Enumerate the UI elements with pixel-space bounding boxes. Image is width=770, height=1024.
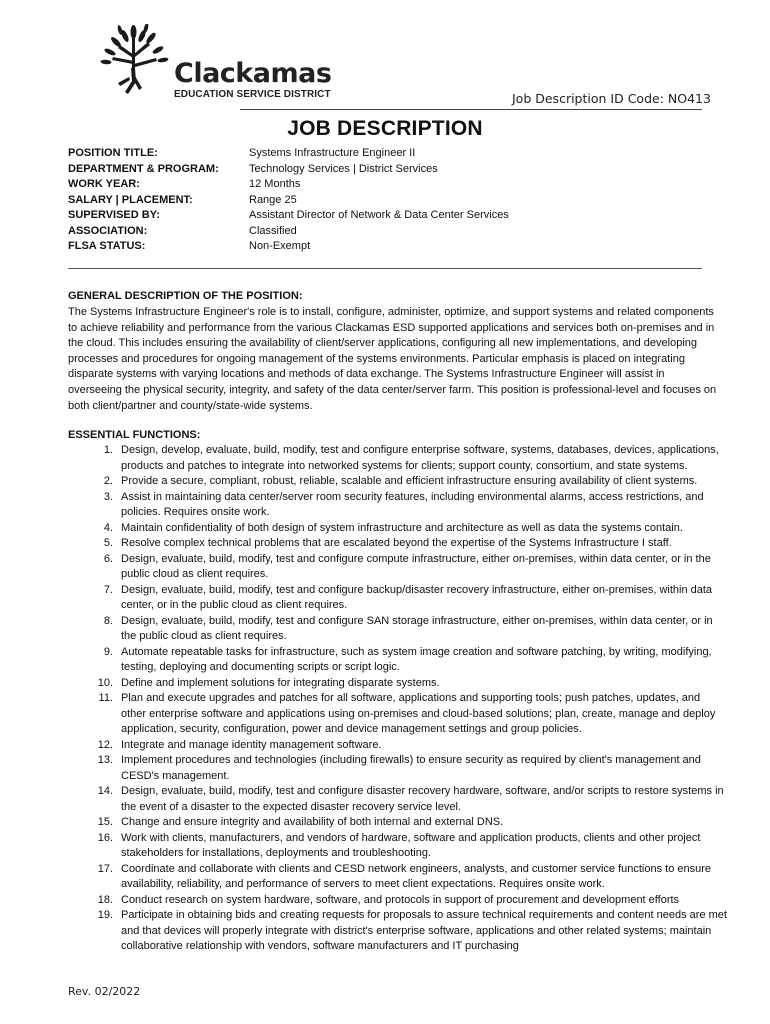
item-text: Design, evaluate, build, modify, test and configure backup/disaster recovery infrastructure, either on-premises, within data center, or in the public cloud as client requires. [121, 583, 713, 611]
list-item [68, 893, 728, 909]
detail-label: WORK YEAR: [68, 178, 140, 190]
item-text: Provide a secure, compliant, robust, reliable, scalable and efficient infrastructure ensuring availability of client systems. [121, 475, 698, 487]
job-description-id: Job Description ID Code: NO413 [512, 91, 711, 106]
detail-row [68, 177, 708, 193]
list-item [68, 474, 728, 490]
item-text: Integrate and manage identity management software. [121, 738, 382, 751]
detail-value: Assistant Director of Network & Data Center Services [249, 209, 509, 221]
item-text: Automate repeatable tasks for infrastructure, such as system image creation and software patching, by writing, modifying, testing, deploying and documenting scripts or script logic. [121, 645, 712, 673]
list-item [68, 784, 728, 815]
item-text: Plan and execute upgrades and patches for all software, applications and supporting tools; push patches, updates, and other enterprise software and applications using on-premises and cloud-based solutions; plan, create, manage and deploy application, security, configuration, power and device management settings and group policies. [121, 692, 716, 735]
list-item [68, 691, 728, 738]
item-text: Implement procedures and technologies (including firewalls) to ensure security as required by client's management and CESD's management. [121, 754, 701, 782]
list-item [68, 831, 728, 862]
item-text: Coordinate and collaborate with clients and CESD network engineers, analysts, and customer service functions to ensure availability, reliability, and performance of servers to meet client expectations. Requires onsite work. [121, 862, 712, 890]
list-item [68, 738, 728, 754]
detail-value: Systems Infrastructure Engineer II [249, 147, 416, 159]
list-item [68, 490, 728, 521]
list-item [68, 908, 728, 955]
logo-name: Clackamas [174, 58, 332, 89]
list-item [68, 862, 728, 893]
list-item [68, 753, 728, 784]
item-text: Design, evaluate, build, modify, test and configure compute infrastructure, either on-premises, within data center, or in the public cloud as client requires. [121, 552, 711, 580]
item-text: Resolve complex technical problems that are escalated beyond the expertise of the Systems Infrastructure I staff. [121, 537, 672, 549]
detail-label: FLSA STATUS: [68, 240, 146, 252]
page-title: JOB DESCRIPTION [287, 117, 483, 140]
detail-value: 12 Months [249, 178, 301, 190]
item-text: Design, evaluate, build, modify, test and configure SAN storage infrastructure, either on-premises, within data center, or in the public cloud as client requires. [121, 614, 713, 642]
item-text: Design, develop, evaluate, build, modify, test and configure enterprise software, systems, databases, devices, applications, products and patches to integrate into networked systems for clients; support county, consortium, and state systems. [121, 444, 719, 472]
list-item [68, 815, 728, 831]
item-number: 6. [103, 552, 113, 565]
list-item [68, 645, 728, 676]
item-text: Maintain confidentiality of both design of system infrastructure and architecture as well as data the systems contain. [121, 521, 683, 534]
logo-subtitle: EDUCATION SERVICE DISTRICT [174, 89, 331, 100]
item-number: 16. [97, 831, 113, 844]
detail-row [68, 224, 708, 240]
general-description-text: The Systems Infrastructure Engineer's role is to install, configure, administer, optimize, and support systems and related components to achieve reliability and performance from the various Clackamas ESD supported applications and services both on-premises and in the cloud. This includes ensuring the availability of client/server applications, configuring all new implementations, and developing processes and procedures for ongoing management of the systems environments. Particular emphasis is placed on integrating disparate systems with varying locations and methods of data exchange. The Systems Infrastructure Engineer will assist in overseeing the physical security, integrity, and safety of the data center/server farm. This position is professional-level and focuses on both client/partner and county/state-wide systems. [68, 306, 717, 412]
item-text: Design, evaluate, build, modify, test and configure disaster recovery hardware, software, and/or scripts to restore systems in the event of a disaster to the expected disaster recovery service level. [121, 785, 724, 813]
item-text: Define and implement solutions for integrating disparate systems. [121, 676, 440, 689]
detail-row [68, 162, 708, 178]
revision-date: Rev. 02/2022 [68, 985, 141, 998]
item-number: 19. [97, 909, 113, 921]
item-number: 9. [103, 645, 113, 658]
item-number: 14. [97, 785, 113, 797]
item-number: 15. [97, 816, 113, 828]
list-item [68, 536, 728, 552]
item-number: 17. [97, 862, 113, 875]
item-number: 12. [97, 738, 113, 751]
list-item [68, 443, 728, 474]
detail-value: Range 25 [249, 193, 297, 206]
list-item [68, 521, 728, 537]
item-number: 13. [97, 754, 113, 766]
item-number: 10. [97, 676, 113, 689]
essential-functions-heading: ESSENTIAL FUNCTIONS: [68, 429, 201, 441]
detail-label: SUPERVISED BY: [68, 209, 160, 221]
item-text: Assist in maintaining data center/server room security features, including environmental alarms, access restrictions, and policies. Requires onsite work. [121, 490, 704, 518]
detail-label: POSITION TITLE: [68, 147, 158, 159]
item-text: Participate in obtaining bids and creating requests for proposals to assure technical requirements and content needs are met and that devices will properly integrate with district's enterprise software, applications and other related systems; maintain collaborative relationship with vendors, software manufacturers and IT purchasing [121, 909, 727, 952]
item-number: 4. [103, 521, 113, 534]
detail-row [68, 208, 708, 224]
position-details [68, 146, 708, 255]
item-number: 7. [103, 583, 113, 596]
detail-row [68, 193, 708, 209]
item-text: Work with clients, manufacturers, and vendors of hardware, software and application products, clients and other project stakeholders for installations, deployments and troubleshooting. [121, 831, 701, 859]
item-number: 11. [98, 692, 113, 704]
item-number: 18. [97, 893, 113, 906]
detail-row [68, 239, 708, 255]
list-item [68, 583, 728, 614]
item-text: Change and ensure integrity and availability of both internal and external DNS. [121, 816, 504, 828]
general-description-heading: GENERAL DESCRIPTION OF THE POSITION: [68, 290, 303, 302]
list-item [68, 552, 728, 583]
item-number: 2. [103, 475, 113, 487]
essential-functions-list [68, 443, 728, 955]
detail-value: Technology Services | District Services [249, 162, 438, 175]
detail-label: SALARY | PLACEMENT: [68, 193, 193, 206]
list-item [68, 614, 728, 645]
item-number: 8. [103, 614, 113, 627]
detail-value: Classified [249, 224, 297, 237]
item-number: 3. [103, 490, 113, 503]
item-number: 5. [103, 537, 113, 549]
detail-label: ASSOCIATION: [68, 224, 148, 237]
header-divider [240, 109, 702, 110]
detail-label: DEPARTMENT & PROGRAM: [68, 162, 219, 175]
section-divider [68, 268, 702, 269]
item-number: 1. [103, 444, 113, 456]
item-text: Conduct research on system hardware, software, and protocols in support of procurement and development efforts [121, 893, 680, 906]
detail-value: Non-Exempt [249, 240, 311, 252]
clackamas-esd-logo [98, 24, 332, 104]
tree-logo-icon [98, 24, 178, 96]
detail-row [68, 146, 708, 162]
list-item [68, 676, 728, 692]
